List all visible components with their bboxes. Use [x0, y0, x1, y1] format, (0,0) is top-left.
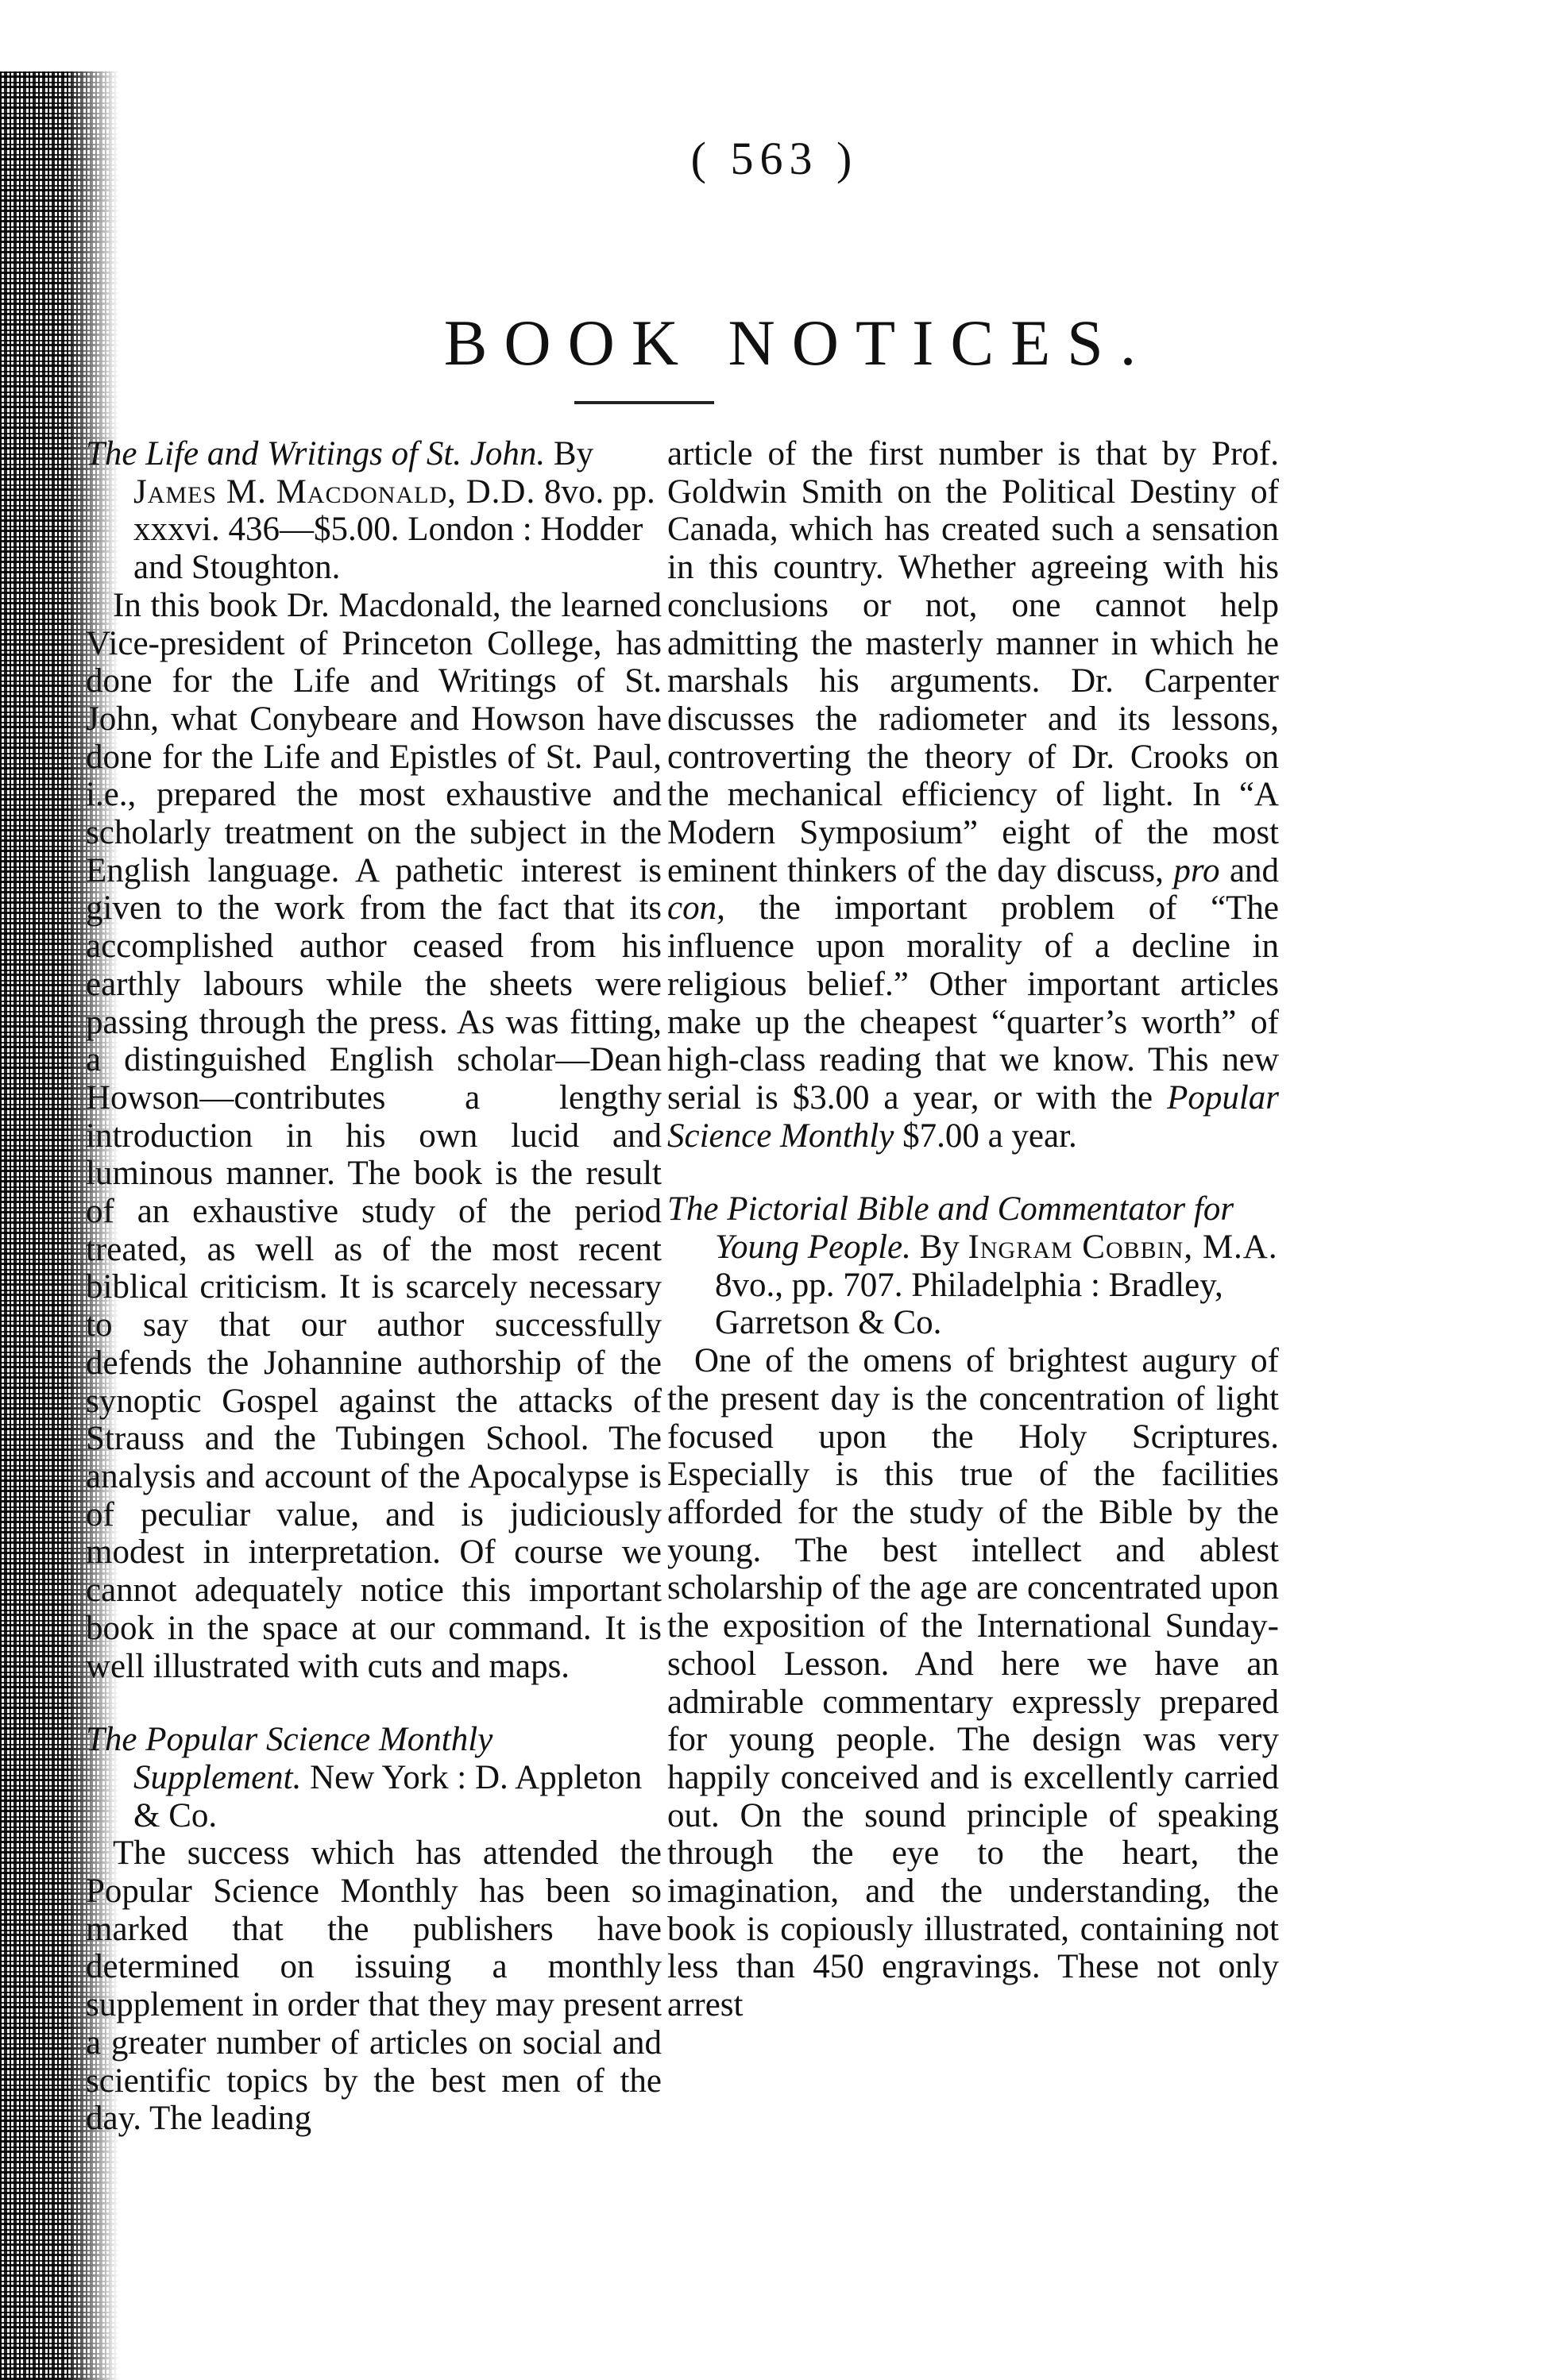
notice-heading-popular-science-supplement	[86, 1721, 662, 1834]
by-label: By	[553, 435, 594, 473]
con-word: con,	[667, 889, 725, 928]
continuation-text: article of the first number is that by Prof. Goldwin Smith on the Political Destiny of Canada, which has created such a sensation in this country. Whether agreeing with his conclusions or not, one cannot help admitting the masterly manner in which he marshals his arguments. Dr. Carpenter discusses the radiometer and its lessons, controverting the theory of Dr. Crooks on the mechanical efficiency of light. In “A Modern Symposium” eight of the most eminent thinkers of the day discuss,	[667, 435, 1279, 889]
notice-body-continuation	[667, 435, 1279, 1155]
book-title: The Pictorial Bible and Commentator for Young People.	[667, 1190, 1234, 1267]
book-details: New York : D. Appleton & Co.	[133, 1758, 643, 1834]
journal-title: Popular Science Monthly	[667, 1078, 1280, 1155]
book-details: 8vo., pp. 707. Philadelphia : Bradley, Garretson & Co.	[715, 1266, 1223, 1342]
page-number: ( 563 )	[690, 133, 859, 184]
book-author: James M. Macdonald, D.D.	[133, 473, 536, 511]
notice-heading-pictorial-bible	[667, 1190, 1279, 1342]
spacer	[86, 1685, 662, 1721]
by-label: By	[919, 1229, 960, 1267]
notice-body-life-of-st-john: In this book Dr. Macdonald, the learned Vice-president of Princeton College, has done for the Life and Writings of St. John, what Conybeare and Howson have done for the Life and Epistles of St. Paul, i.e., prepared the most exhaustive and scholarly treatment on the subject in the English language. A pathetic interest is given to the work from the fact that its accomplished author ceased from his earthly labours while the sheets were passing through the press. As was fitting, a distinguished English scholar—Dean Howson—contributes a lengthy introduction in his own lucid and luminous manner. The book is the result of an exhaustive study of the period treated, as well as of the most recent biblical criticism. It is scarcely necessary to say that our author successfully defends the Johannine authorship of the synoptic Gospel against the attacks of Strauss and the Tubingen School. The analysis and account of the Apocalypse is of peculiar value, and is judiciously modest in interpretation. Of course we cannot adequately notice this important book in the space at our command. It is well illustrated with cuts and maps.	[86, 586, 662, 1685]
left-column	[86, 435, 662, 2138]
continuation-text: $7.00 a year.	[902, 1117, 1077, 1155]
book-author: Ingram Cobbin, M.A.	[968, 1229, 1278, 1267]
title-divider	[574, 401, 714, 404]
section-title: BOOK NOTICES.	[443, 307, 1153, 379]
notice-body-popular-science-supplement: The success which has attended the Popular Science Monthly has been so marked that the publishers have determined on issuing a monthly supplement in order that they may present a greater number of articles on social and scientific topics by the best men of the day. The leading	[86, 1834, 662, 2138]
pro-word: pro	[1173, 851, 1220, 889]
notice-body-pictorial-bible: One of the omens of brightest augury of the present day is the concentration of light focused upon the Holy Scriptures. Especially is this true of the facilities afforded for the study of the Bible by the young. The best intellect and ablest scholarship of the age are concentrated upon the exposition of the International Sunday-school Lesson. And here we have an admirable commentary expressly prepared for young people. The design was very happily conceived and is excellently carried out. On the sound principle of speaking through the eye to the heart, the imagination, and the understanding, the book is copiously illustrated, containing not less than 450 engravings. These not only arrest	[667, 1342, 1279, 2024]
book-title: The Life and Writings of St. John.	[86, 435, 546, 473]
spacer	[667, 1155, 1279, 1190]
right-column	[667, 435, 1279, 2024]
book-title: The Popular Science Monthly Supplement.	[86, 1721, 493, 1796]
book-details: 8vo. pp. xxxvi. 436—$5.00. London : Hodder and Stoughton.	[133, 473, 655, 587]
and-word: and	[1229, 851, 1280, 889]
notice-heading-life-of-st-john	[86, 435, 662, 587]
continuation-text: the important problem of “The influence upon morality of a decline in religious belief.” Other important articles make up the cheapest “quarter’s worth” of high-class reading that we know. This new serial is $3.00 a year, or with the	[667, 889, 1280, 1117]
